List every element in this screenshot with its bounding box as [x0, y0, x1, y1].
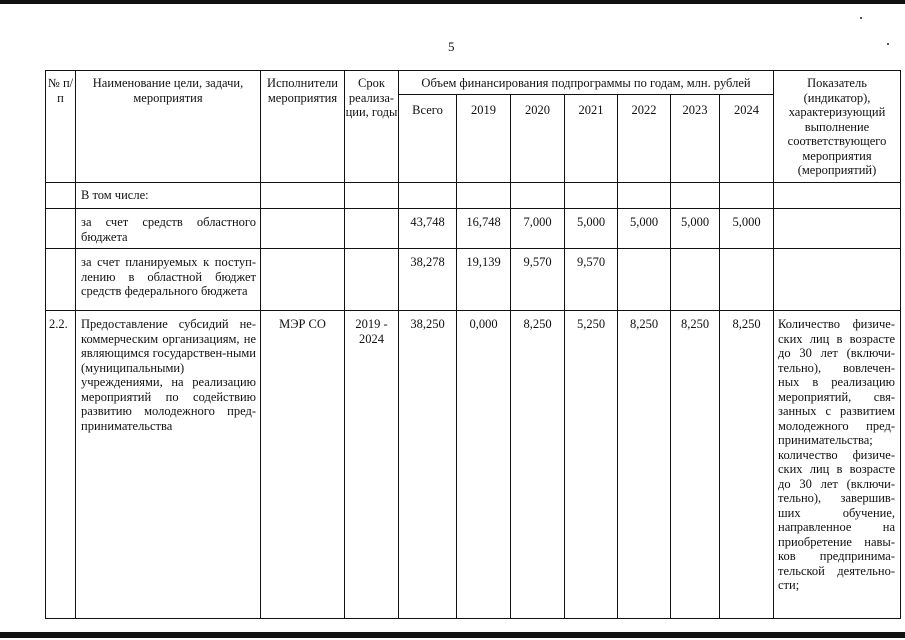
cell-value: 38,250: [399, 311, 457, 619]
header-year: 2021: [565, 95, 618, 183]
header-total: Всего: [399, 95, 457, 183]
table-header-row: [46, 71, 901, 95]
cell-value: 0,000: [457, 311, 511, 619]
cell-value: 43,748: [399, 209, 457, 249]
scan-top-border: [0, 0, 905, 4]
scan-speck: [887, 43, 889, 45]
table-row: [46, 249, 901, 311]
header-term: Срок реализа-ции, годы: [345, 71, 399, 183]
cell-value: 5,250: [565, 311, 618, 619]
header-year: 2023: [671, 95, 720, 183]
scan-speck: [860, 17, 862, 19]
cell-value: 9,570: [511, 249, 565, 311]
header-year: 2024: [720, 95, 774, 183]
item-indicator: Количество физиче-ских лиц в возрасте до 30 лет (включи-тельно), вовлечен-ных в реализацию мероприятий, свя-занных с развитием молодежного пред-принимательства; количество физиче-ских лиц в возрасте до 30 лет (включи-тельно), завершив-ших обучение, направленное на приобретение навы-ков предпринима-тельской деятельно-сти;: [774, 311, 901, 619]
header-year: 2020: [511, 95, 565, 183]
cell-value: [671, 249, 720, 311]
federal-budget-label: за счет планируемых к поступ-лению в областной бюджет средств федерального бюджета: [76, 249, 261, 311]
cell-value: 9,570: [565, 249, 618, 311]
including-label: В том числе:: [76, 183, 261, 209]
item-number: 2.2.: [46, 311, 76, 619]
page-number: 5: [448, 39, 455, 54]
header-executor: Исполнители мероприятия: [261, 71, 345, 183]
cell-value: 8,250: [618, 311, 671, 619]
regional-budget-label: за счет средств областного бюджета: [76, 209, 261, 249]
table-row: [46, 183, 901, 209]
cell-value: 38,278: [399, 249, 457, 311]
header-year: 2019: [457, 95, 511, 183]
header-funding: Объем финансирования подпрограммы по годам, млн. рублей: [399, 71, 774, 95]
cell-value: 5,000: [618, 209, 671, 249]
header-name: Наименование цели, задачи, мероприятия: [76, 71, 261, 183]
cell-value: 5,000: [671, 209, 720, 249]
header-num: № п/п: [46, 71, 76, 183]
cell-value: 7,000: [511, 209, 565, 249]
cell-value: 8,250: [511, 311, 565, 619]
cell-value: 19,139: [457, 249, 511, 311]
funding-table: [45, 70, 901, 619]
cell-value: 8,250: [720, 311, 774, 619]
cell-value: 16,748: [457, 209, 511, 249]
cell-value: 5,000: [720, 209, 774, 249]
header-year: 2022: [618, 95, 671, 183]
table-row: [46, 311, 901, 619]
cell-value: [618, 249, 671, 311]
header-indicator: Показатель (индикатор), характеризующий выполнение соответствующего мероприятия (мероприятий): [774, 71, 901, 183]
item-term: 2019 - 2024: [345, 311, 399, 619]
table-row: [46, 209, 901, 249]
item-name: Предоставление субсидий не-коммерческим организациям, не являющимся государствен-ными (муниципальными) учреждениями, на реализацию мероприятий по содействию развитию молодежного пред-принимательства: [76, 311, 261, 619]
item-executor: МЭР СО: [261, 311, 345, 619]
scan-bottom-border: [0, 632, 905, 638]
cell-value: 8,250: [671, 311, 720, 619]
cell-value: 5,000: [565, 209, 618, 249]
cell-value: [720, 249, 774, 311]
